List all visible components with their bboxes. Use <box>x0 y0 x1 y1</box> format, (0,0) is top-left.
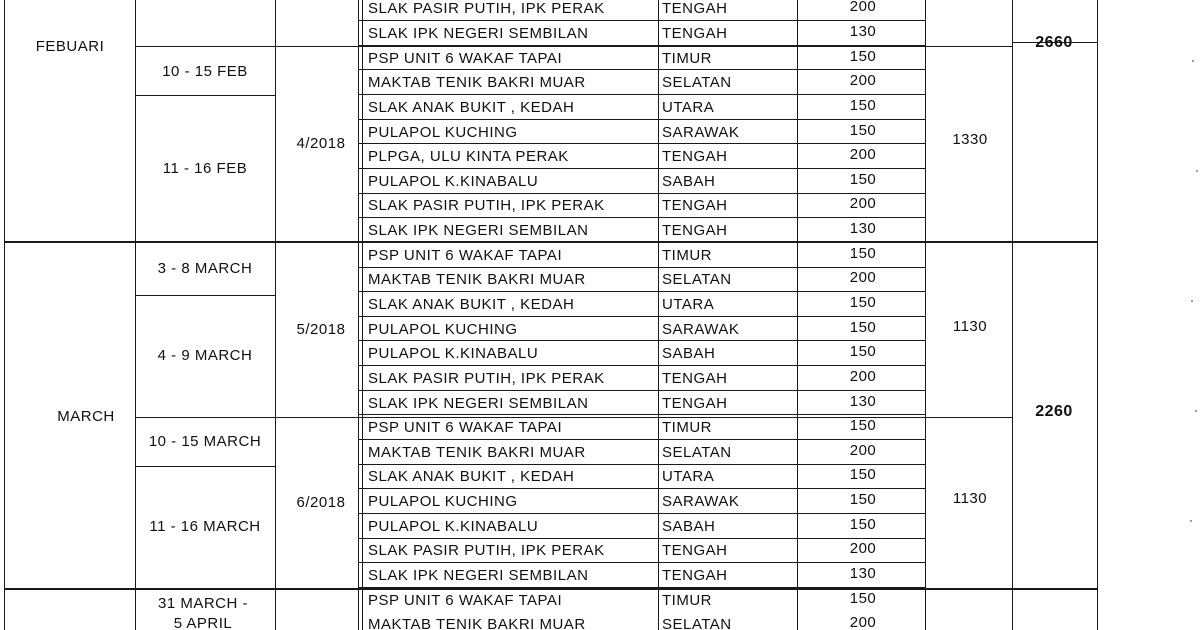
centre-name: MAKTAB TENIK BAKRI MUAR <box>368 271 586 289</box>
row-rule <box>358 69 797 70</box>
row-rule <box>358 464 797 465</box>
quantity: 150 <box>849 47 877 65</box>
row-rule <box>358 562 797 563</box>
quantity: 150 <box>849 318 877 336</box>
quantity: 200 <box>849 367 877 385</box>
row-rule-qty <box>797 291 925 292</box>
series-code: 5/2018 <box>296 321 346 338</box>
row-rule-qty <box>797 316 925 317</box>
row-rule <box>358 119 797 120</box>
row-rule-qty <box>797 390 925 391</box>
centre-name: PSP UNIT 6 WAKAF TAPAI <box>368 591 563 609</box>
zone: TENGAH <box>662 222 728 240</box>
quantity: 200 <box>849 269 877 287</box>
col-left <box>4 0 5 630</box>
date-range: 11 - 16 FEB <box>162 160 248 177</box>
zone: SELATAN <box>662 74 732 92</box>
date-range: 31 MARCH - <box>157 595 248 612</box>
quantity: 150 <box>849 343 877 361</box>
scan-speck <box>1195 410 1197 412</box>
centre-name: MAKTAB TENIK BAKRI MUAR <box>368 74 586 92</box>
zone: UTARA <box>662 98 715 116</box>
quantity: 130 <box>849 565 877 583</box>
series-code: 4/2018 <box>296 135 346 152</box>
row-rule-qty <box>797 414 925 415</box>
centre-name: SLAK IPK NEGERI SEMBILAN <box>368 24 589 42</box>
date-range: 4 - 9 MARCH <box>157 347 253 364</box>
quantity: 150 <box>849 515 877 533</box>
quantity: 200 <box>849 0 877 16</box>
row-rule <box>358 340 797 341</box>
month-rule <box>4 241 1097 243</box>
row-rule <box>358 193 797 194</box>
quantity: 200 <box>849 614 877 630</box>
centre-name: PULAPOL KUCHING <box>368 320 518 338</box>
col-centre-r <box>362 0 363 630</box>
quantity: 150 <box>849 466 877 484</box>
month-total: 2660 <box>1035 34 1073 51</box>
row-rule-qty <box>797 193 925 194</box>
row-rule-qty <box>797 464 925 465</box>
date-range: 3 - 8 MARCH <box>157 260 253 277</box>
quantity: 150 <box>849 491 877 509</box>
row-rule-qty <box>797 513 925 514</box>
group-rule <box>135 95 275 96</box>
centre-name: PULAPOL KUCHING <box>368 123 518 141</box>
row-rule-qty <box>797 267 925 268</box>
row-rule <box>358 414 797 415</box>
centre-name: PULAPOL KUCHING <box>368 493 518 511</box>
scan-speck <box>1196 170 1198 172</box>
centre-name: MAKTAB TENIK BAKRI MUAR <box>368 616 586 630</box>
zone: TENGAH <box>662 0 728 18</box>
zone: TIMUR <box>662 591 712 609</box>
zone: TIMUR <box>662 49 712 67</box>
zone: TENGAH <box>662 542 728 560</box>
centre-name: SLAK ANAK BUKIT , KEDAH <box>368 468 575 486</box>
centre-name: SLAK ANAK BUKIT , KEDAH <box>368 296 575 313</box>
centre-name: SLAK PASIR PUTIH, IPK PERAK <box>368 542 605 560</box>
row-rule-qty <box>797 439 925 440</box>
centre-name: SLAK ANAK BUKIT , KEDAH <box>368 98 575 116</box>
row-rule <box>358 168 797 169</box>
quantity: 130 <box>849 392 877 410</box>
row-rule <box>358 439 797 440</box>
quantity: 150 <box>849 170 877 188</box>
quantity: 200 <box>849 195 877 213</box>
scan-speck <box>1190 520 1192 522</box>
group-rule <box>135 295 275 296</box>
quantity: 200 <box>849 72 877 90</box>
centre-name: SLAK IPK NEGERI SEMBILAN <box>368 394 589 412</box>
zone: SABAH <box>662 517 716 535</box>
quantity: 150 <box>849 589 877 607</box>
quantity: 150 <box>849 417 877 435</box>
quantity: 200 <box>849 540 877 558</box>
row-rule-qty <box>797 217 925 218</box>
centre-name: SLAK PASIR PUTIH, IPK PERAK <box>368 0 605 18</box>
zone: SARAWAK <box>662 123 740 141</box>
row-rule <box>358 488 797 489</box>
group-rule <box>135 466 275 467</box>
quantity: 130 <box>849 220 877 238</box>
zone: TIMUR <box>662 419 712 437</box>
col-sub <box>925 0 926 630</box>
month-label: FEBUARI <box>35 38 105 55</box>
quantity: 200 <box>849 146 877 164</box>
zone: SELATAN <box>662 443 732 461</box>
zone: SABAH <box>662 345 716 363</box>
row-rule-qty <box>797 538 925 539</box>
quantity: 150 <box>849 294 877 311</box>
month-total: 2260 <box>1035 403 1073 420</box>
row-rule <box>358 267 797 268</box>
quantity: 130 <box>849 22 877 40</box>
zone: SARAWAK <box>662 320 740 338</box>
row-rule <box>358 143 797 144</box>
quantity: 200 <box>849 441 877 459</box>
row-rule-qty <box>797 562 925 563</box>
date-range: 11 - 16 MARCH <box>149 518 261 535</box>
centre-name: PSP UNIT 6 WAKAF TAPAI <box>368 419 563 437</box>
zone: SELATAN <box>662 616 732 630</box>
centre-name: PSP UNIT 6 WAKAF TAPAI <box>368 246 563 264</box>
series-subtotal: 1330 <box>952 131 988 148</box>
row-rule-qty <box>797 365 925 366</box>
row-rule-qty <box>797 94 925 95</box>
quantity: 150 <box>849 96 877 114</box>
quantity: 150 <box>849 121 877 139</box>
zone: SELATAN <box>662 271 732 289</box>
series-code: 6/2018 <box>296 494 346 511</box>
centre-name: SLAK PASIR PUTIH, IPK PERAK <box>368 197 605 215</box>
centre-name: PSP UNIT 6 WAKAF TAPAI <box>368 49 563 67</box>
month-label: MARCH <box>57 408 115 425</box>
row-rule <box>358 291 797 292</box>
row-rule <box>358 513 797 514</box>
date-range: 5 APRIL <box>173 615 233 630</box>
zone: UTARA <box>662 296 715 313</box>
centre-name: SLAK IPK NEGERI SEMBILAN <box>368 222 589 240</box>
zone: TENGAH <box>662 197 728 215</box>
series-subtotal: 1130 <box>952 490 988 507</box>
series-subtotal: 1130 <box>952 318 988 335</box>
zone: TENGAH <box>662 24 728 42</box>
col-zone <box>658 0 659 630</box>
zone: SABAH <box>662 172 716 190</box>
centre-name: PULAPOL K.KINABALU <box>368 517 539 535</box>
date-range: 10 - 15 FEB <box>162 63 248 80</box>
row-rule <box>358 94 797 95</box>
row-rule <box>358 390 797 391</box>
zone: SARAWAK <box>662 493 740 511</box>
row-rule-qty <box>797 119 925 120</box>
zone: UTARA <box>662 468 715 486</box>
row-rule-qty <box>797 340 925 341</box>
centre-name: PULAPOL K.KINABALU <box>368 345 539 363</box>
quantity: 150 <box>849 244 877 262</box>
group-rule <box>135 46 1012 47</box>
row-rule <box>358 316 797 317</box>
col-qty <box>797 0 798 630</box>
row-rule <box>358 20 797 21</box>
centre-name: PULAPOL K.KINABALU <box>368 172 539 190</box>
zone: TENGAH <box>662 394 728 412</box>
row-rule-qty <box>797 168 925 169</box>
row-rule <box>358 538 797 539</box>
row-rule <box>358 217 797 218</box>
col-total <box>1012 0 1013 630</box>
centre-name: SLAK IPK NEGERI SEMBILAN <box>368 567 589 585</box>
zone: TENGAH <box>662 369 728 387</box>
centre-name: PLPGA, ULU KINTA PERAK <box>368 148 569 166</box>
row-rule-qty <box>797 69 925 70</box>
zone: TENGAH <box>662 148 728 166</box>
zone: TIMUR <box>662 246 712 264</box>
col-centre-l <box>358 0 359 630</box>
scan-speck <box>1191 300 1193 302</box>
zone: TENGAH <box>662 567 728 585</box>
centre-name: SLAK PASIR PUTIH, IPK PERAK <box>368 369 605 387</box>
col-right <box>1097 0 1098 630</box>
row-rule-qty <box>797 20 925 21</box>
centre-name: MAKTAB TENIK BAKRI MUAR <box>368 443 586 461</box>
row-rule <box>358 365 797 366</box>
scan-speck <box>1192 60 1194 62</box>
date-range: 10 - 15 MARCH <box>148 433 262 450</box>
